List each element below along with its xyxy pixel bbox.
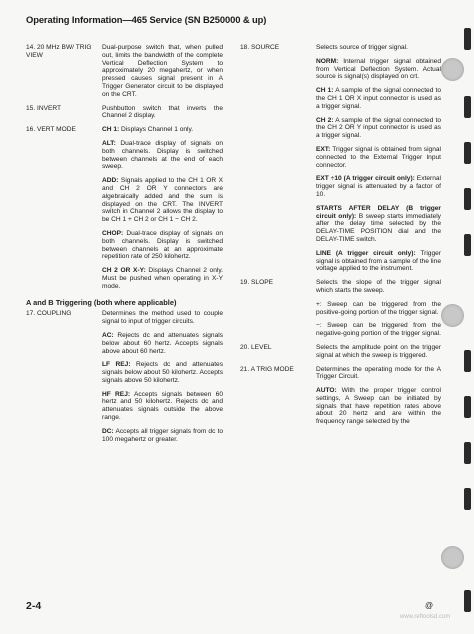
index-tab [464, 234, 471, 256]
option-negative: −: Sweep can be triggered from the negative-going portion of the trigger signal. [316, 322, 441, 338]
option-hf-rej [102, 391, 223, 422]
option-term: DC: [102, 427, 114, 435]
entry-coupling [26, 310, 223, 443]
index-tab [464, 442, 471, 464]
entry-text: Selects the amplitude point on the trigger signal at which the sweep is triggered. [316, 343, 441, 359]
option-text: Rejects dc and attenuates signals below about 60 hertz. Accepts signals above about 60 hertz. [102, 331, 223, 355]
entry-label: 14. 20 MHz BW/ TRIG VIEW [26, 44, 92, 59]
option-term: AUTO: [316, 387, 337, 395]
entry-label: 16. VERT MODE [26, 126, 76, 134]
option-term: ADD: [102, 177, 119, 185]
entry-label: 15. INVERT [26, 104, 62, 112]
entry-source [240, 44, 441, 273]
entry-label: 18. SOURCE [240, 44, 280, 51]
option-chop [102, 230, 223, 261]
option-text: Rejects dc and attenuates signals below about 50 kilohertz. Accepts signals above 50 kilohertz. [102, 361, 223, 384]
entry-label: 20. LEVEL [240, 343, 272, 351]
entry-text: Pushbutton switch that inverts the Channel 2 display. [102, 104, 223, 120]
option-ch2 [316, 117, 441, 140]
option-term: EXT ÷10 (A trigger circuit only): [316, 175, 415, 183]
index-tab [464, 188, 471, 210]
option-text: Accepts all trigger signals from dc to 100 megahertz or greater. [102, 427, 223, 443]
index-tab [464, 396, 471, 418]
option-ch1 [316, 87, 441, 110]
option-starts-after-delay [316, 205, 441, 244]
entry-invert [26, 105, 223, 121]
option-text: Signals applied to the CH 1 OR X and CH 2 OR Y connectors are algebraically added and the sum is displayed on the CRT. The INVERT switch in Channel 2 allows the display to be CH 1 + CH 2 or CH 1 − CH 2. [102, 177, 223, 224]
option-text: Displays Channel 2 only. Must be pushed when operating in X-Y mode. [102, 267, 223, 290]
option-term: CH 1: [316, 87, 334, 95]
option-term: CH 2 OR X-Y: [102, 267, 146, 275]
entry-20mhz-bw [26, 44, 223, 99]
option-line [316, 250, 441, 273]
option-term: EXT: [316, 145, 331, 153]
index-tab [464, 142, 471, 164]
watermark: www.reftoolsd.com [400, 614, 451, 620]
index-tab [464, 350, 471, 372]
option-positive: +: Sweep can be triggered from the positive-going portion of the trigger signal. [316, 300, 441, 316]
entry-label: 19. SLOPE [240, 279, 273, 287]
option-text: Dual-trace display of signals on both channels. Display is switched between channels at an approximate repetition rate of 250 kilohertz. [102, 229, 223, 261]
option-text: Displays Channel 1 only. [119, 126, 194, 134]
option-term: ALT: [102, 139, 116, 147]
option-text: B sweep starts immediately after the delay time selected by the DELAY-TIME POSITION dial and the DELAY-TIME switch. [316, 212, 441, 243]
option-alt [102, 140, 223, 171]
section-title: A and B Triggering (both where applicable) [26, 297, 177, 307]
index-tabs [456, 0, 474, 634]
option-lf-rej [102, 361, 223, 384]
option-text: A sample of the signal connected to the CH 2 OR Y input connector is used as a trigger signal. [316, 116, 441, 140]
option-term: AC: [102, 331, 114, 339]
option-text: Internal trigger signal obtained from Vertical Deflection System. Actual source is signal(s) displayed on crt. [316, 57, 441, 81]
option-term: NORM: [316, 57, 339, 65]
option-ext-div10 [316, 175, 441, 198]
option-text: Dual-trace display of signals on both channels. Display is switched between channels at the end of each sweep. [102, 139, 223, 171]
page-mark: @ [425, 601, 434, 610]
entry-text: Dual-purpose switch that, when pulled out, limits the bandwidth of the complete Vertical Deflection System to approximately 20 megahertz, or when pressed causes signal present in A Trigger Generator circuit to be displayed on the CRT. [102, 44, 223, 98]
option-ext [316, 146, 441, 169]
option-text: A sample of the signal connected to the CH 1 OR X input connector is used as a trigger signal. [316, 87, 441, 110]
entry-label: 21. A TRIG MODE [240, 365, 294, 373]
option-text: Trigger signal is obtained from a sample of the line voltage applied to the instrument. [316, 249, 441, 273]
option-term: LINE (A trigger circuit only): [316, 249, 416, 257]
entry-vert-mode [26, 126, 223, 290]
option-term: CH 1: [102, 126, 120, 134]
page-number: 2-4 [26, 600, 42, 612]
option-text: Trigger signal is obtained from signal connected to the External Trigger Input connector. [316, 145, 441, 169]
option-term: CH 2: [316, 116, 334, 124]
option-text: Accepts signals between 60 hertz and 50 kilohertz. Rejects dc and attenuates signals outside the above range. [102, 390, 223, 422]
option-term: HF REJ: [102, 390, 131, 398]
left-column [26, 44, 223, 449]
entry-text: Selects the slope of the trigger signal which starts the sweep. [316, 279, 441, 294]
entry-slope [240, 279, 441, 338]
option-auto [316, 387, 441, 426]
index-tab [464, 488, 471, 510]
option-term: CHOP: [102, 229, 124, 237]
option-norm [316, 58, 441, 81]
option-ac [102, 332, 223, 355]
entry-level [240, 344, 441, 360]
index-tab [464, 96, 471, 118]
right-column [240, 44, 441, 432]
option-ch1 [102, 126, 223, 134]
entry-text: Determines the operating mode for the A Trigger Circuit. [316, 365, 441, 381]
entry-text: Determines the method used to couple signal to input of trigger circuits. [102, 310, 223, 326]
index-tab [464, 28, 471, 50]
option-text: With the proper trigger control settings, A Sweep can be initiated by signals that have repetition rates above about 20 hertz and are within the frequency range selected by the [316, 387, 441, 426]
option-term: LF REJ: [102, 361, 131, 369]
option-xy [102, 267, 223, 290]
entry-a-trig-mode [240, 366, 441, 427]
entry-text: Selects source of trigger signal. [316, 44, 408, 51]
option-text: External trigger signal is attenuated by a factor of 10. [316, 175, 441, 198]
index-tab [464, 590, 471, 612]
option-dc [102, 428, 223, 444]
option-add [102, 177, 223, 224]
page-header: Operating Information—465 Service (SN B250000 & up) [26, 14, 267, 25]
entry-label: 17. COUPLING [26, 310, 72, 318]
option-term: STARTS AFTER DELAY (B trigger circuit only): [316, 204, 441, 220]
